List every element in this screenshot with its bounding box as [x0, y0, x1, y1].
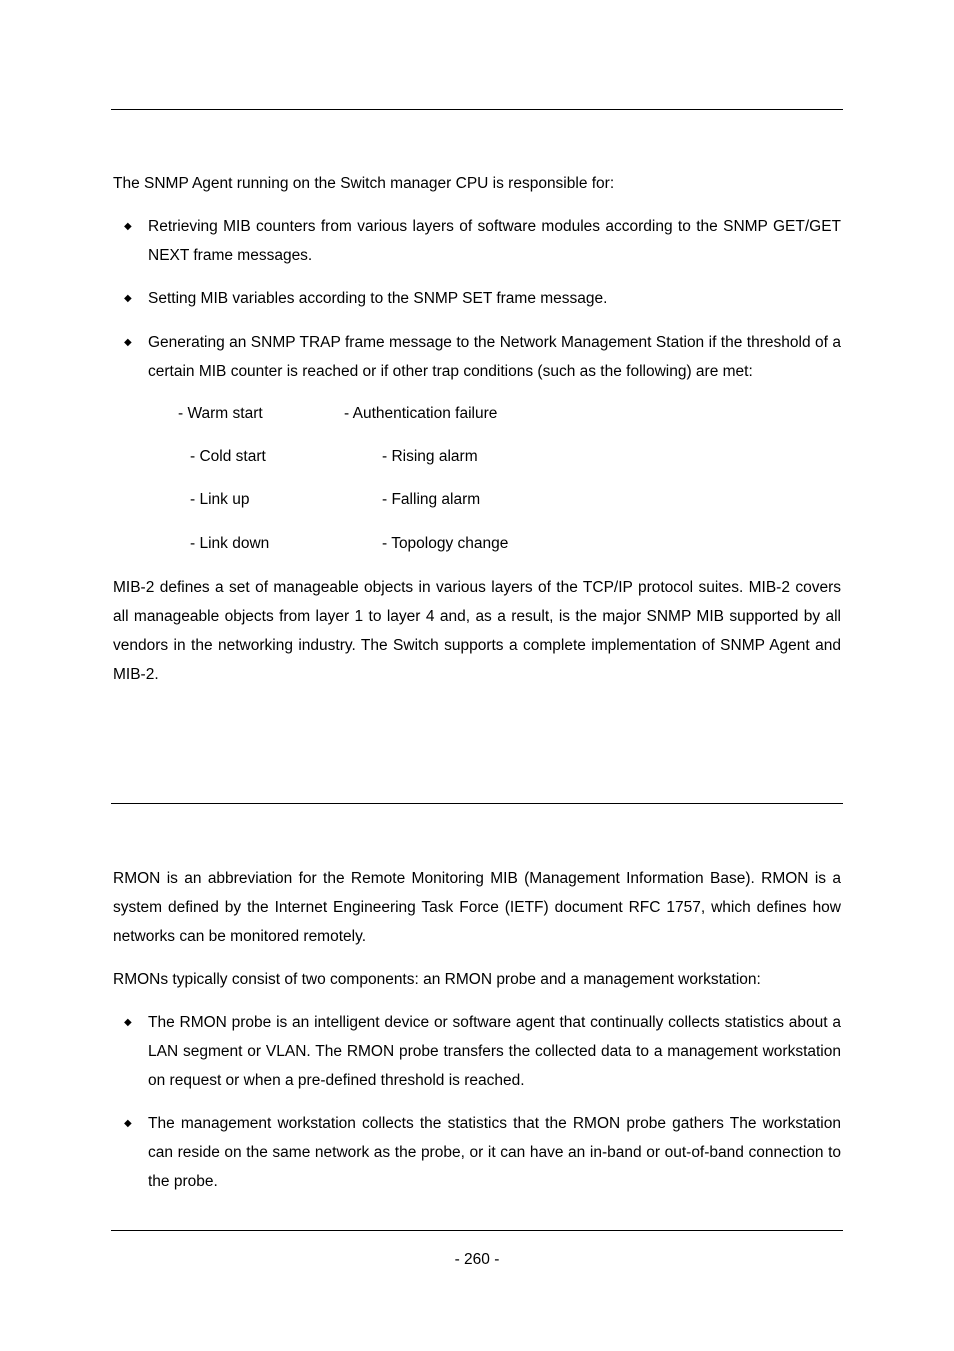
rmon-bullet-1	[124, 1008, 841, 1095]
snmp-bullet-1	[124, 212, 841, 270]
rmon-paragraph-1: RMON is an abbreviation for the Remote Monitoring MIB (Management Information Base). RMON is a system defined by the Internet Engineering Task Force (IETF) document RFC 1757, which defines how networks can be monitored remotely.	[113, 870, 841, 945]
mib2-paragraph: MIB-2 defines a set of manageable objects in various layers of the TCP/IP protocol suites. MIB-2 covers all manageable objects from layer 1 to layer 4 and, as a result, is the major SNMP MIB supported by all vendors in the networking industry. The Switch supports a complete implementation of SNMP Agent and MIB-2.	[113, 579, 841, 683]
rmon-paragraph-2: RMONs typically consist of two components: an RMON probe and a management workstation:	[113, 971, 761, 988]
trap-topology-change: - Topology change	[382, 535, 509, 552]
bottom-rule	[111, 1230, 843, 1231]
trap-falling-alarm: - Falling alarm	[382, 491, 481, 508]
trap-link-up: - Link up	[190, 491, 250, 508]
snmp-intro: The SNMP Agent running on the Switch manager CPU is responsible for:	[113, 175, 615, 192]
snmp-bullet-2	[124, 284, 841, 313]
snmp-bullet-1-text: Retrieving MIB counters from various layers of software modules according to the SNMP GET/GET NEXT frame messages.	[148, 218, 841, 264]
trap-cold-start: - Cold start	[190, 448, 266, 465]
bullet-icon: ◆	[124, 1017, 132, 1028]
trap-authentication-failure: - Authentication failure	[344, 405, 498, 422]
section-rule	[111, 803, 843, 804]
snmp-bullet-2-text: Setting MIB variables according to the SNMP SET frame message.	[148, 290, 608, 307]
snmp-bullet-3	[124, 328, 841, 386]
page-number: - 260 -	[454, 1251, 500, 1268]
trap-link-down: - Link down	[190, 535, 270, 552]
trap-rising-alarm: - Rising alarm	[382, 448, 478, 465]
bullet-icon: ◆	[124, 293, 132, 304]
bullet-icon: ◆	[124, 1118, 132, 1129]
rmon-bullet-2	[124, 1109, 841, 1196]
top-rule	[111, 109, 843, 110]
bullet-icon: ◆	[124, 221, 132, 232]
rmon-bullet-1-text: The RMON probe is an intelligent device or software agent that continually collects statistics about a LAN segment or VLAN. The RMON probe transfers the collected data to a management workstation on request or when a pre-defined threshold is reached.	[148, 1014, 841, 1089]
trap-warm-start: - Warm start	[178, 405, 263, 422]
rmon-bullet-2-text: The management workstation collects the statistics that the RMON probe gathers The workstation can reside on the same network as the probe, or it can have an in-band or out-of-band connection to the probe.	[148, 1115, 841, 1190]
bullet-icon: ◆	[124, 337, 132, 348]
snmp-bullet-3-text: Generating an SNMP TRAP frame message to the Network Management Station if the threshold of a certain MIB counter is reached or if other trap conditions (such as the following) are met:	[148, 334, 841, 380]
